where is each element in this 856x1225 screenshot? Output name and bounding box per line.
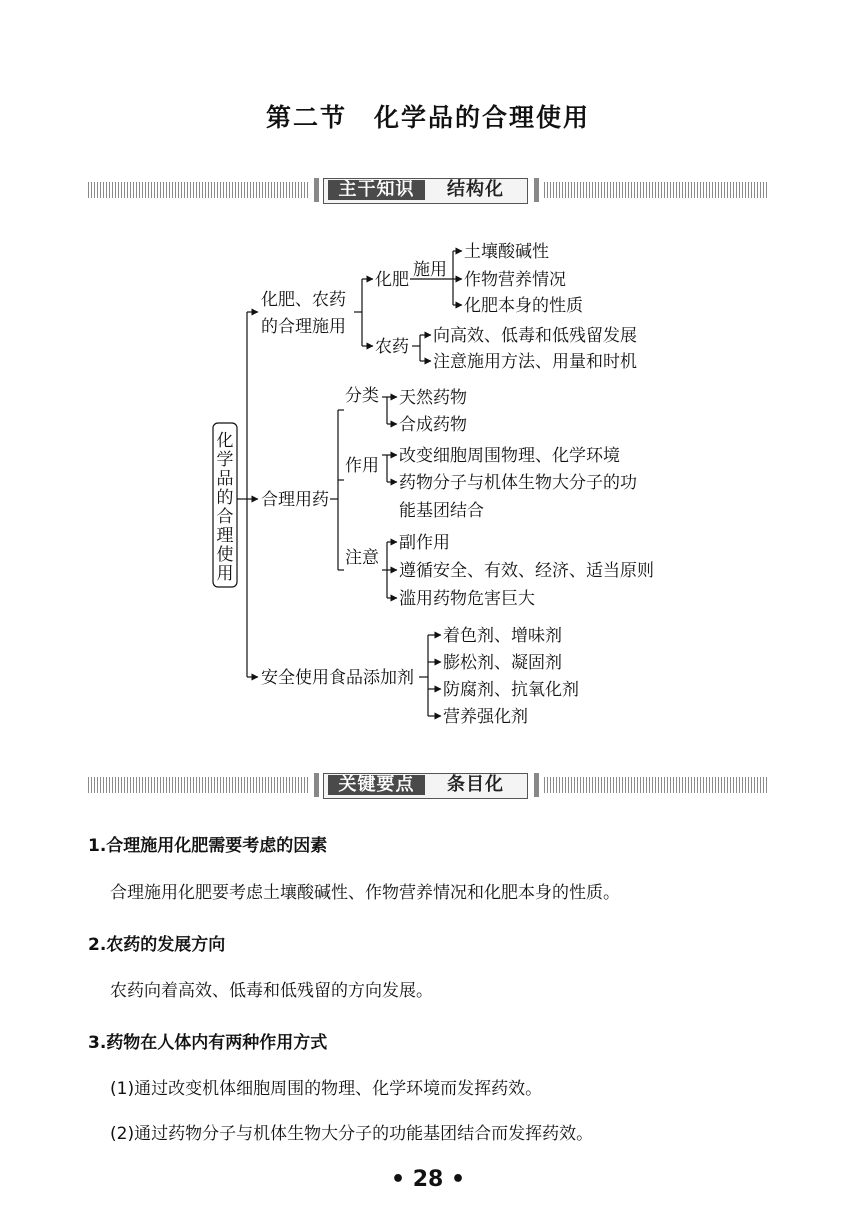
point-paragraph: (1)通过改变机体细胞周围的物理、化学环境而发挥药效。 — [110, 1079, 543, 1099]
leaf-item: 遵循安全、有效、经济、适当原则 — [399, 561, 654, 581]
banner-hatch-left — [88, 777, 310, 793]
page-number: • 28 • — [390, 1167, 466, 1192]
leaf-item: 化肥本身的性质 — [464, 296, 583, 316]
branch-fertilizer-line2: 的合理施用 — [261, 317, 346, 337]
banner-hatch-left — [88, 182, 310, 198]
banner-cap-left — [314, 178, 319, 202]
root-char: 的 — [216, 488, 234, 508]
leaf-item: 滥用药物危害巨大 — [399, 589, 535, 609]
root-char: 理 — [216, 526, 234, 546]
root-char: 用 — [216, 564, 234, 584]
point-paragraph: 农药向着高效、低毒和低残留的方向发展。 — [110, 981, 433, 1001]
root-char: 品 — [216, 469, 234, 489]
node-effect: 作用 — [345, 456, 379, 476]
node-classify: 分类 — [345, 386, 379, 406]
banner-light-label: 结构化 — [447, 179, 504, 200]
leaf-item: 着色剂、增味剂 — [443, 626, 562, 646]
point-heading-1: 1.合理施用化肥需要考虑的因素 — [88, 836, 328, 856]
banner-cap-right — [534, 773, 539, 797]
section-banner-structure — [88, 178, 768, 204]
banner-hatch-right — [544, 777, 768, 793]
leaf-item: 向高效、低毒和低残留发展 — [433, 326, 637, 346]
leaf-item: 药物分子与机体生物大分子的功 — [399, 473, 637, 493]
node-pesticide: 农药 — [375, 337, 409, 357]
leaf-item: 膨松剂、凝固剂 — [443, 653, 562, 673]
branch-drug: 合理用药 — [261, 490, 329, 510]
banner-hatch-right — [544, 182, 768, 198]
leaf-item: 天然药物 — [399, 388, 467, 408]
root-char: 使 — [216, 545, 234, 565]
banner-cap-right — [534, 178, 539, 202]
banner-dark-label: 主干知识 — [328, 180, 425, 200]
node-fertilizer: 化肥 — [375, 270, 409, 290]
branch-additive: 安全使用食品添加剂 — [261, 668, 414, 688]
leaf-item: 副作用 — [399, 533, 450, 553]
page-title: 第二节 化学品的合理使用 — [265, 103, 590, 132]
leaf-item: 合成药物 — [399, 415, 467, 435]
leaf-item: 改变细胞周围物理、化学环境 — [399, 446, 620, 466]
leaf-item: 土壤酸碱性 — [464, 242, 549, 262]
point-heading-2: 2.农药的发展方向 — [88, 935, 226, 955]
point-heading-3: 3.药物在人体内有两种作用方式 — [88, 1033, 328, 1053]
section-banner-keypoints — [88, 773, 768, 799]
knowledge-tree-diagram — [0, 225, 856, 745]
banner-cap-left — [314, 773, 319, 797]
banner-light-label: 条目化 — [447, 774, 504, 795]
branch-fertilizer-line1: 化肥、农药 — [261, 290, 346, 310]
leaf-item: 营养强化剂 — [443, 707, 528, 727]
leaf-item: 防腐剂、抗氧化剂 — [443, 680, 579, 700]
root-char: 合 — [216, 507, 234, 527]
node-fertilizer-apply: 施用 — [413, 260, 447, 280]
root-char: 学 — [216, 450, 234, 470]
point-paragraph: 合理施用化肥要考虑土壤酸碱性、作物营养情况和化肥本身的性质。 — [110, 883, 620, 903]
root-char: 化 — [216, 431, 234, 451]
node-notice: 注意 — [345, 548, 379, 568]
point-paragraph: (2)通过药物分子与机体生物大分子的功能基团结合而发挥药效。 — [110, 1124, 594, 1144]
leaf-item: 注意施用方法、用量和时机 — [433, 352, 637, 372]
leaf-item: 能基团结合 — [399, 501, 484, 521]
leaf-item: 作物营养情况 — [464, 270, 566, 290]
banner-dark-label: 关键要点 — [328, 775, 425, 795]
